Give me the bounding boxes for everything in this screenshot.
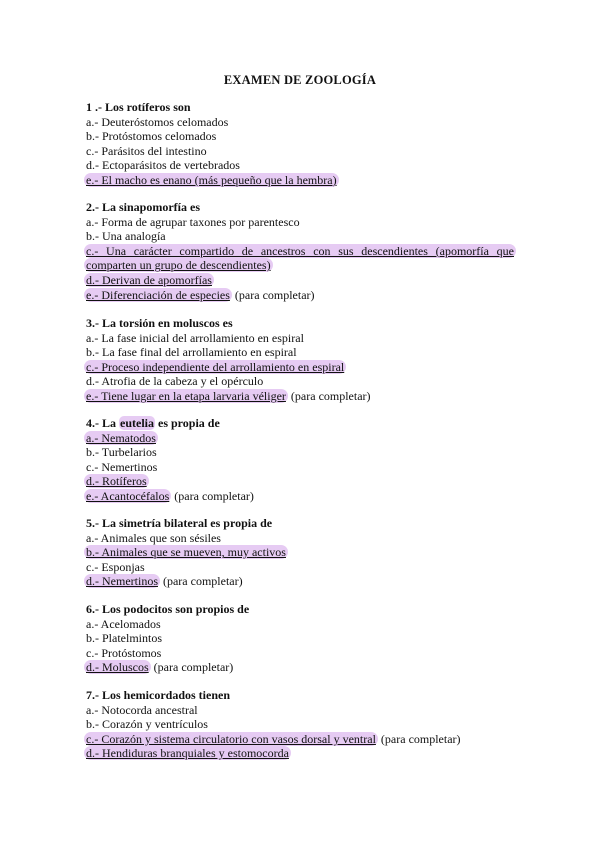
completion-note: (para completar) [153, 660, 234, 675]
option-b: b.- Corazón y ventrículos [86, 717, 208, 732]
completion-note: (para completar) [234, 287, 315, 302]
option-d [86, 474, 516, 489]
option-d: d.- Atrofia de la cabeza y el opérculo [86, 374, 264, 389]
highlighted-answer: a.- Nematodos [86, 430, 156, 445]
question-title: 2.- La sinapomorfía es [86, 200, 200, 214]
highlighted-answer: d.- Rotíferos [86, 474, 147, 489]
option-b: b.- Protóstomos celomados [86, 129, 217, 144]
option-a: a.- Acelomados [86, 616, 161, 631]
highlighted-answer: e.- Diferenciación de especies [86, 287, 230, 302]
highlighted-answer: b.- Animales que se mueven, muy activos [86, 545, 286, 560]
highlighted-term: eutelia [120, 416, 154, 430]
completion-note: (para completar) [174, 488, 254, 503]
highlighted-answer: d.- Derivan de apomorfías [86, 272, 212, 287]
option-a: a.- La fase inicial del arrollamiento en espiral [86, 330, 304, 345]
option-c: c.- Nemertinos [86, 459, 158, 474]
completion-note: (para completar) [380, 731, 461, 746]
highlighted-answer: c.- Corazón y sistema circulatorio con vasos dorsal y ventral [86, 731, 376, 746]
option-a: a.- Notocorda ancestral [86, 702, 198, 717]
question-title [86, 416, 516, 431]
option-e [86, 389, 516, 404]
option-c [86, 360, 516, 375]
question-4 [86, 416, 516, 504]
question-title-start: 4.- La [86, 416, 119, 430]
question-title: 1 .- Los rotíferos son [86, 100, 191, 114]
completion-note: (para completar) [162, 574, 243, 589]
option-b: b.- Platelmintos [86, 631, 162, 646]
question-5 [86, 516, 516, 589]
option-c: c.- Esponjas [86, 559, 145, 574]
option-e [86, 489, 516, 504]
option-a: a.- Deuteróstomos celomados [86, 114, 229, 129]
highlighted-answer: d.- Nemertinos [86, 574, 158, 589]
highlighted-answer: e.- Tiene lugar en la etapa larvaria véliger [86, 388, 286, 403]
question-1 [86, 100, 516, 188]
completion-note: (para completar) [290, 388, 371, 403]
question-2 [86, 200, 516, 302]
highlighted-answer: e.- El macho es enano (más pequeño que la hembra) [86, 172, 337, 187]
option-b: b.- Turbelarios [86, 445, 157, 460]
question-title-end: es propia de [155, 416, 220, 430]
option-e [86, 288, 516, 303]
question-title: 7.- Los hemicordados tienen [86, 688, 230, 702]
option-a: a.- Animales que son sésiles [86, 530, 221, 545]
question-title: 3.- La torsión en moluscos es [86, 316, 233, 330]
option-a: a.- Forma de agrupar taxones por parentesco [86, 214, 300, 229]
option-d [86, 660, 516, 675]
highlighted-answer: d.- Moluscos [86, 660, 149, 675]
option-c [86, 244, 516, 273]
option-d [86, 273, 516, 288]
question-3 [86, 316, 516, 404]
highlighted-answer: d.- Hendiduras branquiales y estomocorda [86, 746, 289, 761]
option-b [86, 545, 516, 560]
option-e [86, 173, 516, 188]
highlighted-answer: c.- Una carácter compartido de ancestros con sus descendientes (apomorfía que comparten un grupo de descendientes) [86, 243, 514, 273]
option-d [86, 746, 516, 761]
option-b: b.- Una analogía [86, 229, 166, 244]
highlighted-answer: c.- Proceso independiente del arrollamiento en espiral [86, 359, 345, 374]
question-6 [86, 602, 516, 675]
option-b: b.- La fase final del arrollamiento en espiral [86, 345, 297, 360]
question-title: 5.- La simetría bilateral es propia de [86, 516, 273, 530]
option-d: d.- Ectoparásitos de vertebrados [86, 158, 240, 173]
option-c [86, 732, 516, 747]
option-c: c.- Parásitos del intestino [86, 143, 207, 158]
question-title: 6.- Los podocitos son propios de [86, 602, 250, 616]
highlighted-answer: e.- Acantocéfalos [86, 488, 170, 503]
option-c: c.- Protóstomos [86, 645, 162, 660]
option-a [86, 431, 516, 446]
option-d [86, 574, 516, 589]
page-title: EXAMEN DE ZOOLOGÍA [223, 73, 377, 87]
question-7 [86, 688, 516, 761]
